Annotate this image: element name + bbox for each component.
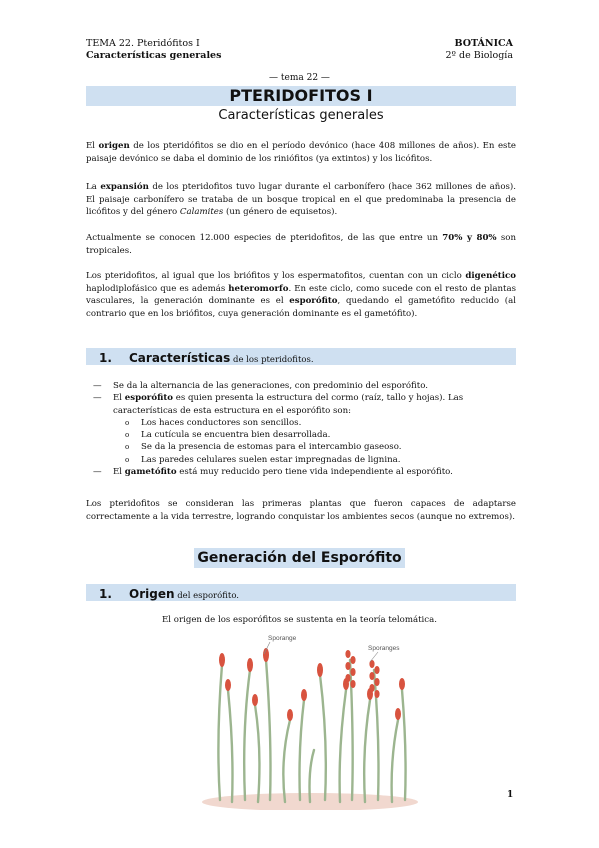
section-rest: del esporófito. [174,591,239,601]
text: El [86,141,99,151]
text: El [113,393,125,404]
label-sporanges: Sporanges [368,645,400,652]
text: Se da la alternancia de las generaciones, con predominio del esporófito. [113,381,428,391]
text: El [113,467,125,478]
term-esporofito: esporófito [289,296,338,306]
text: haplodiplofásico que es además [86,283,229,294]
header-subtopic: Características generales [86,50,222,61]
text: (un género de equisetos). [223,207,338,217]
section-rest: de los pteridofitos. [230,355,314,365]
label-sporange: Sporange [268,635,297,642]
text: Los pteridofitos, al igual que los briófitos y los espermatofitos, cuentan con un ciclo [86,271,466,281]
header-course: 2º de Biología [445,50,513,61]
header-topic: TEMA 22. Pteridófitos I [86,38,200,49]
genus-name: Calamites [179,207,224,217]
section-lead: Características [129,351,231,365]
paragraph-cycle [86,270,516,320]
term-digenetico: digenético [465,271,516,281]
header-subject: BOTÁNICA [454,38,513,49]
page-number: 1 [507,790,514,800]
text: de los pteridofitos tuvo lugar durante el carbonífero (hace 362 millones de años). El paisaje carbonífero se trataba de un bosque tropical en el que predominaba la presencia de licófitos y del género [86,182,517,217]
section-number: 1. [99,351,112,365]
text: es quien presenta la estructura del cormo (raíz, tallo y hojas). Las características de esta estructura en el esporófito son: [113,393,464,416]
section-number: 1. [99,587,112,601]
page-title: PTERIDOFITOS I [229,86,373,105]
paragraph-expansion [86,181,516,219]
term-heteromorfo: heteromorfo [228,283,289,294]
page-subtitle: Características generales [218,108,384,123]
section-lead: Origen [129,587,175,601]
sub-list-item: o Se da la presencia de estomas para el intercambio gaseoso. [113,441,516,453]
header-right [445,38,513,62]
tema-label: — tema 22 — [269,73,330,83]
sub-list [113,417,516,466]
term-esporofito: esporófito [124,393,174,404]
term-expansion: expansión [100,182,149,192]
characteristics-list [93,380,516,478]
paragraph-adaptation: Los pteridofitos se consideran las primeras plantas que fueron capaces de adaptarse correctamente a la vida terrestre, logrando conquistar los ambientes secos (aunque no extremos). [86,499,516,522]
text: Actualmente se conocen 12.000 especies de pteridofitos, de las que entre un [86,233,443,243]
paragraph-species [86,232,516,257]
paragraph-origin [86,140,516,165]
heading-sporophyte [0,547,599,566]
label-leader [370,652,378,662]
text: . En este ciclo, como sucede con el resto de plantas vasculares, la generación dominante es el [86,283,516,306]
text: está muy reducido pero tiene vida independiente al esporófito. [176,467,453,478]
list-item [93,466,516,478]
sub-list-item: o Las paredes celulares suelen estar impregnadas de lignina. [113,454,516,466]
term-origin: origen [98,141,130,151]
list-item [93,380,516,392]
figure-caption: El origen de los esporófitos se sustenta en la teoría telomática. [162,615,437,625]
heading-text: Generación del Esporófito [194,548,404,568]
header-left [86,38,221,62]
list-item [93,392,516,466]
text: La [86,182,101,192]
text: son tropicales. [86,233,516,256]
text: , quedando el gametófito reducido (al contrario que en los briófitos, cuya generación dominante es el gametófito). [86,296,517,319]
sub-list-item: o Los haces conductores son sencillos. [113,417,516,429]
section-heading-characteristics [99,348,314,369]
sporophyte-illustration [200,630,420,810]
term-percentage: 70% y 80% [442,233,497,243]
text: de los pteridófitos se dio en el período devónico (hace 408 millones de años). En este paisaje devónico se daba el dominio de los riniófitos (ya extintos) y los licófitos. [86,141,516,164]
section-heading-origin [99,584,239,605]
term-gametofito: gametófito [124,467,177,478]
sub-list-item: o La cutícula se encuentra bien desarrollada. [113,429,516,441]
